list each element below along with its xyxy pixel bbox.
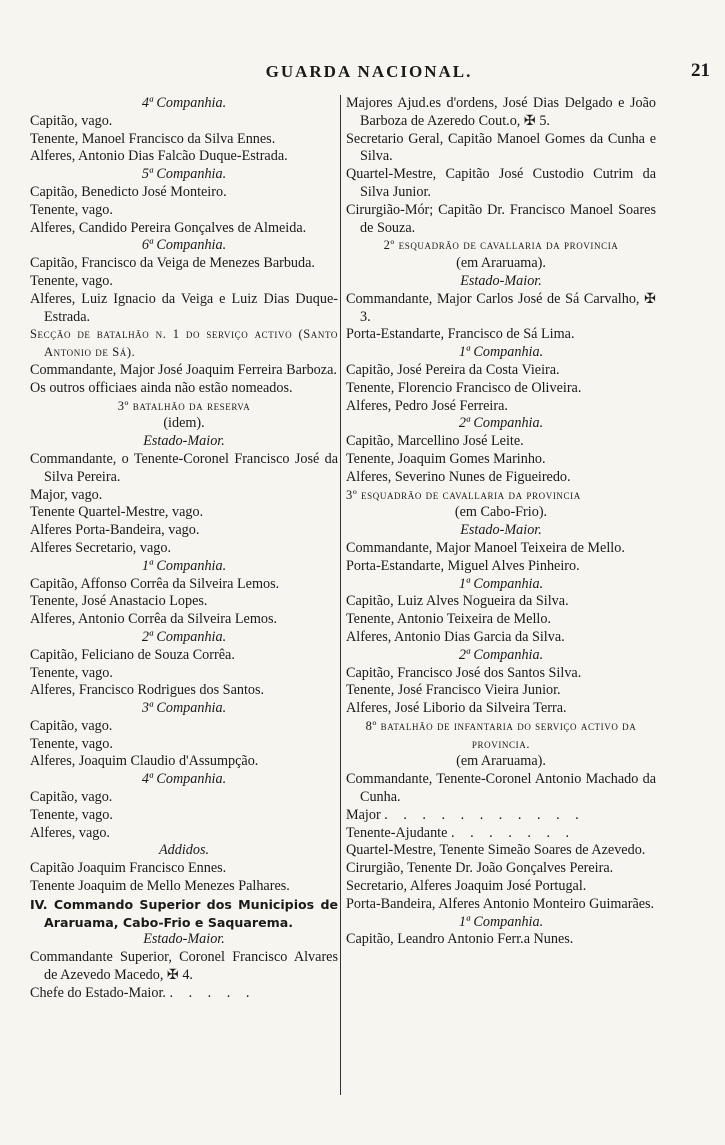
left-entry bbox=[30, 949, 338, 985]
entry-text: Commandante, o Tenente-Coronel Francisco José da Silva Pereira. bbox=[30, 450, 338, 485]
entry-text: Quartel-Mestre, Tenente Simeão Soares de Azevedo. bbox=[346, 842, 646, 859]
entry-text: 2ª Companhia. bbox=[141, 628, 227, 645]
entry-text: Commandante, Tenente-Coronel Antonio Machado da Cunha. bbox=[346, 771, 656, 806]
right-location-note bbox=[346, 504, 656, 522]
entry-text: Addidos. bbox=[158, 842, 210, 859]
left-command-heading bbox=[30, 896, 338, 932]
right-entry bbox=[346, 451, 656, 469]
entry-text: Capitão, vago. bbox=[30, 789, 113, 806]
entry-text: Estado-Maior. bbox=[143, 931, 225, 948]
right-entry bbox=[346, 842, 656, 860]
entry-text: Capitão Joaquim Francisco Ennes. bbox=[30, 860, 227, 877]
entry-text: (idem). bbox=[163, 415, 205, 432]
entry-text: 8º batalhão de infantaria do serviço activo da provincia. bbox=[365, 718, 637, 751]
entry-text: Majores Ajud.es d'ordens, José Dias Delgado e João Barboza de Azeredo Cout.o, ✠ 5. bbox=[346, 95, 656, 129]
left-subheading bbox=[30, 433, 338, 451]
right-entry bbox=[346, 807, 656, 825]
entry-text: Alferes, Antonio Corrêa da Silveira Lemos. bbox=[30, 611, 278, 628]
entry-text: Quartel-Mestre, Capitão José Custodio Cutrim da Silva Junior. bbox=[346, 166, 656, 200]
entry-text: Major, vago. bbox=[30, 486, 103, 503]
left-entry bbox=[30, 184, 338, 202]
entry-text: (em Araruama). bbox=[456, 753, 546, 770]
right-entry bbox=[346, 202, 656, 238]
entry-text: Capitão, Luiz Alves Nogueira da Silva. bbox=[346, 593, 569, 610]
entry-text: Tenente, vago. bbox=[30, 735, 113, 752]
left-entry bbox=[30, 985, 338, 1003]
left-subheading bbox=[30, 237, 338, 255]
right-column bbox=[346, 95, 656, 949]
entry-text: Commandante Superior, Coronel Francisco Alvares de Azevedo Macedo, ✠ 4. bbox=[30, 949, 338, 984]
entry-text: Tenente-Ajudante bbox=[346, 824, 448, 841]
entry-text: 1ª Companhia. bbox=[458, 344, 544, 361]
right-entry bbox=[346, 166, 656, 202]
entry-text: Capitão, José Pereira da Costa Vieira. bbox=[346, 361, 560, 378]
entry-text: 3º esquadrão de cavallaria da provincia bbox=[346, 487, 581, 502]
left-entry bbox=[30, 576, 338, 594]
right-entry bbox=[346, 611, 656, 629]
entry-text: Commandante, Major Carlos José de Sá Carvalho, ✠ 3. bbox=[346, 290, 656, 325]
right-section-heading bbox=[346, 718, 656, 754]
left-subheading bbox=[30, 842, 338, 860]
entry-text: Capitão, Marcellino José Leite. bbox=[346, 433, 524, 450]
entry-text: Tenente, Florencio Francisco de Oliveira. bbox=[346, 379, 582, 396]
entry-text: Tenente, Joaquim Gomes Marinho. bbox=[346, 450, 546, 467]
right-entry bbox=[346, 380, 656, 398]
left-section-heading bbox=[30, 398, 338, 416]
right-entry bbox=[346, 398, 656, 416]
left-entry bbox=[30, 522, 338, 540]
left-entry bbox=[30, 487, 338, 505]
entry-text: Alferes, Luiz Ignacio da Veiga e Luiz Dias Duque-Estrada. bbox=[30, 290, 338, 325]
entry-text: Tenente, Antonio Teixeira de Mello. bbox=[346, 611, 551, 628]
right-section-heading bbox=[346, 237, 656, 255]
right-subheading bbox=[346, 273, 656, 291]
page-number: 21 bbox=[691, 60, 710, 81]
left-entry bbox=[30, 273, 338, 291]
entry-text: Secretario, Alferes Joaquim José Portugal. bbox=[346, 878, 587, 895]
entry-text: Porta-Estandarte, Miguel Alves Pinheiro. bbox=[346, 557, 580, 574]
left-entry bbox=[30, 860, 338, 878]
entry-text: Secretario Geral, Capitão Manoel Gomes da Cunha e Silva. bbox=[346, 130, 656, 165]
entry-text: 1ª Companhia. bbox=[141, 557, 227, 574]
right-entry bbox=[346, 291, 656, 327]
right-subheading bbox=[346, 522, 656, 540]
right-subheading bbox=[346, 344, 656, 362]
entry-text: Capitão, Francisco José dos Santos Silva. bbox=[346, 664, 582, 681]
left-entry bbox=[30, 682, 338, 700]
left-entry bbox=[30, 148, 338, 166]
entry-text: Commandante, Major José Joaquim Ferreira Barboza. bbox=[30, 361, 337, 378]
entry-text: Estado-Maior. bbox=[143, 433, 225, 450]
entry-text: Capitão, Leandro Antonio Ferr.a Nunes. bbox=[346, 931, 574, 948]
entry-text: Tenente, vago. bbox=[30, 664, 113, 681]
entry-text: 4ª Companhia. bbox=[141, 771, 227, 788]
right-entry bbox=[346, 771, 656, 807]
left-entry bbox=[30, 878, 338, 896]
left-entry bbox=[30, 113, 338, 131]
left-entry bbox=[30, 362, 338, 380]
entry-text: Secção de batalhão n. 1 do serviço activo (Santo Antonio de Sá). bbox=[30, 327, 338, 360]
left-entry bbox=[30, 789, 338, 807]
right-entry bbox=[346, 558, 656, 576]
right-subheading bbox=[346, 914, 656, 932]
entry-text: 5ª Companhia. bbox=[141, 166, 227, 183]
entry-text: Capitão, vago. bbox=[30, 717, 113, 734]
right-entry bbox=[346, 682, 656, 700]
entry-text: (em Cabo-Frio). bbox=[454, 504, 548, 521]
entry-text: Alferes, Antonio Dias Falcão Duque-Estrada. bbox=[30, 148, 288, 165]
left-subheading bbox=[30, 700, 338, 718]
entry-text: 1ª Companhia. bbox=[458, 913, 544, 930]
entry-text: Alferes, Severino Nunes de Figueiredo. bbox=[346, 468, 571, 485]
left-entry bbox=[30, 220, 338, 238]
right-entry bbox=[346, 362, 656, 380]
entry-text: 3º batalhão da reserva bbox=[117, 398, 251, 413]
right-entry bbox=[346, 931, 656, 949]
column-divider bbox=[340, 95, 341, 1095]
entry-text: 2º esquadrão de cavallaria da provincia bbox=[383, 238, 619, 253]
left-subheading bbox=[30, 931, 338, 949]
entry-text: 2ª Companhia. bbox=[458, 646, 544, 663]
left-entry bbox=[30, 825, 338, 843]
entry-text: Tenente Joaquim de Mello Menezes Palhares. bbox=[30, 878, 290, 895]
right-entry bbox=[346, 593, 656, 611]
entry-text: 1ª Companhia. bbox=[458, 575, 544, 592]
entry-text: (em Araruama). bbox=[456, 255, 546, 272]
entry-text: Alferes, Pedro José Ferreira. bbox=[346, 397, 508, 414]
left-entry bbox=[30, 593, 338, 611]
left-subheading bbox=[30, 95, 338, 113]
entry-text: Porta-Bandeira, Alferes Antonio Monteiro Guimarães. bbox=[346, 895, 655, 912]
right-entry bbox=[346, 469, 656, 487]
entry-text: Tenente, vago. bbox=[30, 201, 113, 218]
entry-text: Alferes, Antonio Dias Garcia da Silva. bbox=[346, 628, 565, 645]
right-location-note bbox=[346, 255, 656, 273]
left-subheading bbox=[30, 629, 338, 647]
left-section-heading bbox=[30, 326, 338, 362]
left-entry bbox=[30, 807, 338, 825]
entry-text: Chefe do Estado-Maior. bbox=[30, 984, 166, 1001]
entry-text: IV. Commando Superior dos Municipios de Araruama, Cabo-Frio e Saquarema. bbox=[30, 896, 338, 930]
left-location-note bbox=[30, 415, 338, 433]
entry-text: Alferes Porta-Bandeira, vago. bbox=[30, 522, 200, 539]
right-subheading bbox=[346, 576, 656, 594]
left-entry bbox=[30, 718, 338, 736]
entry-text: Commandante, Major Manoel Teixeira de Mello. bbox=[346, 539, 625, 556]
entry-text: 6ª Companhia. bbox=[141, 237, 227, 254]
right-entry bbox=[346, 896, 656, 914]
entry-text: Capitão, Affonso Corrêa da Silveira Lemos. bbox=[30, 575, 280, 592]
entry-text: Tenente Quartel-Mestre, vago. bbox=[30, 504, 204, 521]
right-entry bbox=[346, 326, 656, 344]
right-subheading bbox=[346, 647, 656, 665]
right-entry bbox=[346, 629, 656, 647]
left-entry bbox=[30, 291, 338, 327]
left-entry bbox=[30, 504, 338, 522]
right-entry bbox=[346, 878, 656, 896]
right-entry bbox=[346, 131, 656, 167]
running-title: GUARDA NACIONAL. bbox=[265, 62, 473, 81]
left-entry bbox=[30, 131, 338, 149]
leader-dots: . . . . . . . . . . . bbox=[384, 806, 585, 823]
entry-text: Alferes, Francisco Rodrigues dos Santos. bbox=[30, 682, 265, 699]
entry-text: 2ª Companhia. bbox=[458, 415, 544, 432]
right-section-heading bbox=[346, 487, 656, 505]
entry-text: Estado-Maior. bbox=[460, 522, 542, 539]
entry-text: 3ª Companhia. bbox=[141, 700, 227, 717]
left-entry bbox=[30, 255, 338, 273]
right-entry bbox=[346, 860, 656, 878]
entry-text: Cirurgião, Tenente Dr. João Gonçalves Pereira. bbox=[346, 860, 614, 877]
left-entry bbox=[30, 451, 338, 487]
entry-text: Alferes Secretario, vago. bbox=[30, 539, 172, 556]
entry-text: Alferes, vago. bbox=[30, 824, 110, 841]
entry-text: Capitão, vago. bbox=[30, 112, 113, 129]
entry-text: 4ª Companhia. bbox=[141, 95, 227, 111]
right-entry bbox=[346, 540, 656, 558]
left-entry bbox=[30, 753, 338, 771]
entry-text: Tenente, vago. bbox=[30, 272, 113, 289]
left-entry bbox=[30, 202, 338, 220]
entry-text: Estado-Maior. bbox=[460, 272, 542, 289]
right-entry bbox=[346, 700, 656, 718]
entry-text: Alferes, Candido Pereira Gonçalves de Almeida. bbox=[30, 219, 307, 236]
right-entry bbox=[346, 665, 656, 683]
entry-text: Tenente, Manoel Francisco da Silva Ennes. bbox=[30, 130, 276, 147]
entry-text: Tenente, José Francisco Vieira Junior. bbox=[346, 682, 561, 699]
entry-text: Os outros officiaes ainda não estão nomeados. bbox=[30, 379, 293, 396]
entry-text: Capitão, Feliciano de Souza Corrêa. bbox=[30, 646, 235, 663]
entry-text: Alferes, Joaquim Claudio d'Assumpção. bbox=[30, 753, 259, 770]
left-entry bbox=[30, 647, 338, 665]
leader-dots: . . . . . bbox=[169, 984, 256, 1001]
entry-text: Cirurgião-Mór; Capitão Dr. Francisco Manoel Soares de Souza. bbox=[346, 201, 656, 236]
leader-dots: . . . . . . . bbox=[450, 824, 576, 841]
entry-text: Porta-Estandarte, Francisco de Sá Lima. bbox=[346, 326, 575, 343]
left-entry bbox=[30, 736, 338, 754]
left-column bbox=[30, 95, 338, 1003]
right-entry bbox=[346, 825, 656, 843]
entry-text: Tenente, José Anastacio Lopes. bbox=[30, 593, 208, 610]
entry-text: Major bbox=[346, 806, 381, 823]
right-location-note bbox=[346, 753, 656, 771]
entry-text: Alferes, José Liborio da Silveira Terra. bbox=[346, 700, 567, 717]
entry-text: Capitão, Benedicto José Monteiro. bbox=[30, 183, 227, 200]
page-header bbox=[24, 62, 714, 86]
right-subheading bbox=[346, 415, 656, 433]
entry-text: Tenente, vago. bbox=[30, 806, 113, 823]
left-entry bbox=[30, 611, 338, 629]
left-subheading bbox=[30, 558, 338, 576]
left-entry bbox=[30, 665, 338, 683]
entry-text: Capitão, Francisco da Veiga de Menezes Barbuda. bbox=[30, 255, 315, 272]
right-entry bbox=[346, 95, 656, 131]
left-entry bbox=[30, 380, 338, 398]
right-entry bbox=[346, 433, 656, 451]
left-subheading bbox=[30, 166, 338, 184]
left-entry bbox=[30, 540, 338, 558]
left-subheading bbox=[30, 771, 338, 789]
